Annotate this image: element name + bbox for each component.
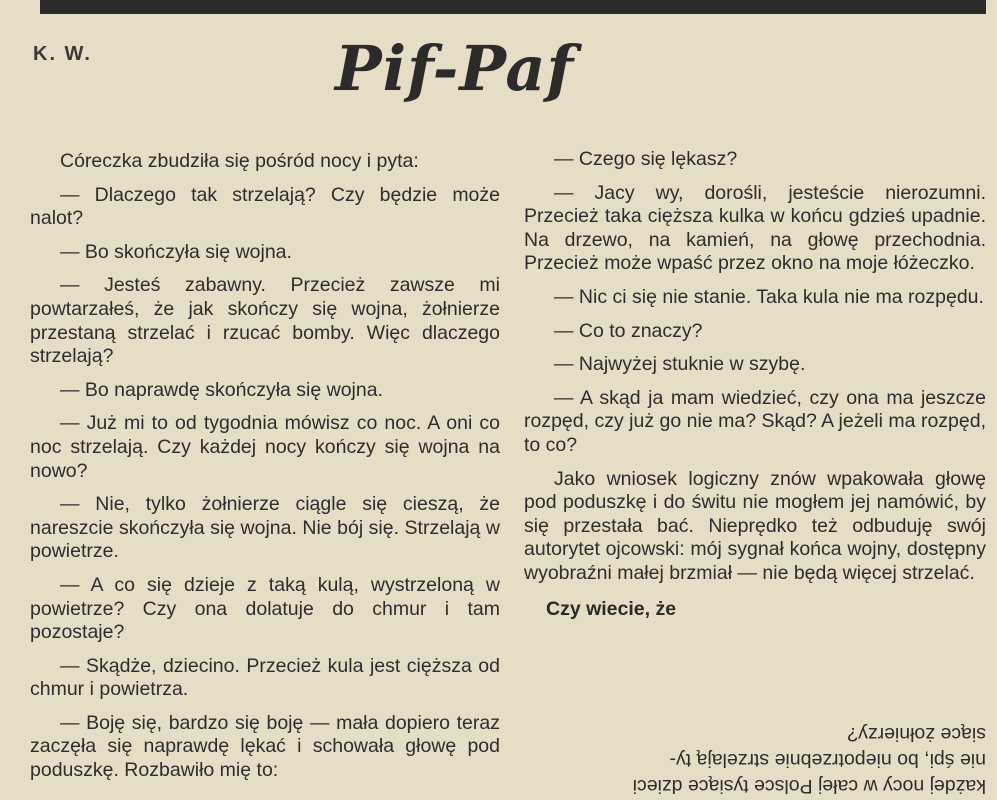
paragraph: — Dlaczego tak strzelają? Czy będzie może nalot? bbox=[30, 183, 500, 230]
top-rule bbox=[40, 0, 986, 14]
paragraph: — Jesteś zabawny. Przecież zawsze mi powtarzałeś, że jak skończy się wojna, żołnierze przestaną strzelać i rzucać bomby. Więc dlaczego strzelają? bbox=[30, 274, 500, 368]
paragraph: — Bo skończyła się wojna. bbox=[60, 240, 292, 263]
paragraph: — Jacy wy, dorośli, jesteście nierozumni. Przecież taka cięższa kulka w końcu gdzieś upadnie. Na drzewo, na kamień, na głowę przechodnia. Przecież może wpaść przez okno na moje łóżeczko. bbox=[524, 181, 986, 275]
paragraph: — Już mi to od tygodnia mówisz co noc. A oni co noc strzelają. Czy każdej nocy kończy się wojna na nowo? bbox=[30, 412, 500, 482]
paragraph: — Najwyżej stuknie w szybę. bbox=[554, 353, 806, 376]
paragraph: — A co się dzieje z taką kulą, wystrzeloną w powietrze? Czy ona dolatuje do chmur i tam pozostaje? bbox=[30, 573, 500, 644]
paragraph: — Czego się lękasz? bbox=[554, 148, 738, 170]
paragraph: — Nic ci się nie stanie. Taka kula nie ma rozpędu. bbox=[554, 285, 984, 308]
flipped-line: każdej nocy w całej Polsce tysiące dzieci bbox=[632, 775, 986, 797]
author-initials: K. W. bbox=[33, 43, 92, 65]
article-title: Pif-Paf bbox=[335, 32, 575, 105]
flipped-line: nie śpi, bo niepotrzebnie strzelają ty- bbox=[669, 749, 986, 771]
paragraph: — Co to znaczy? bbox=[554, 319, 703, 342]
paragraph: — A skąd ja mam wiedzieć, czy ona ma jeszcze rozpęd, czy już go nie ma? Skąd? A jeżeli ma rozpęd, to co? bbox=[524, 386, 986, 456]
paragraph: Jako wniosek logiczny znów wpakowała głowę pod poduszkę i do świtu nie mogłem jej namówić, by się przestała bać. Nieprędko też odbuduję swój autorytet ojcowski: mój sygnał końca wojny, dostępny wyobraźni małej brzmiał — nie będą więcej strzelać. bbox=[524, 467, 986, 584]
paragraph: — Bo naprawdę skończyła się wojna. bbox=[60, 378, 383, 401]
paragraph: — Skądże, dziecino. Przecież kula jest cięższa od chmur i powietrza. bbox=[30, 654, 500, 701]
paragraph: — Nie, tylko żołnierze ciągle się cieszą, że nareszcie skończyła się wojna. Nie bój się. Strzelają w powietrze. bbox=[30, 493, 500, 563]
paragraph: — Boję się, bardzo się boję — mała dopiero teraz zaczęła się naprawdę lękać i schowała głowę pod poduszkę. Rozbawiło mię to: bbox=[30, 711, 500, 782]
closing-lead: Czy wiecie, że bbox=[546, 597, 677, 620]
upside-down-text bbox=[524, 721, 986, 799]
left-column bbox=[30, 150, 500, 793]
right-column bbox=[524, 148, 986, 621]
flipped-line: siące żołnierzy? bbox=[847, 723, 986, 745]
paragraph: Córeczka zbudziła się pośród nocy i pyta: bbox=[60, 150, 419, 172]
